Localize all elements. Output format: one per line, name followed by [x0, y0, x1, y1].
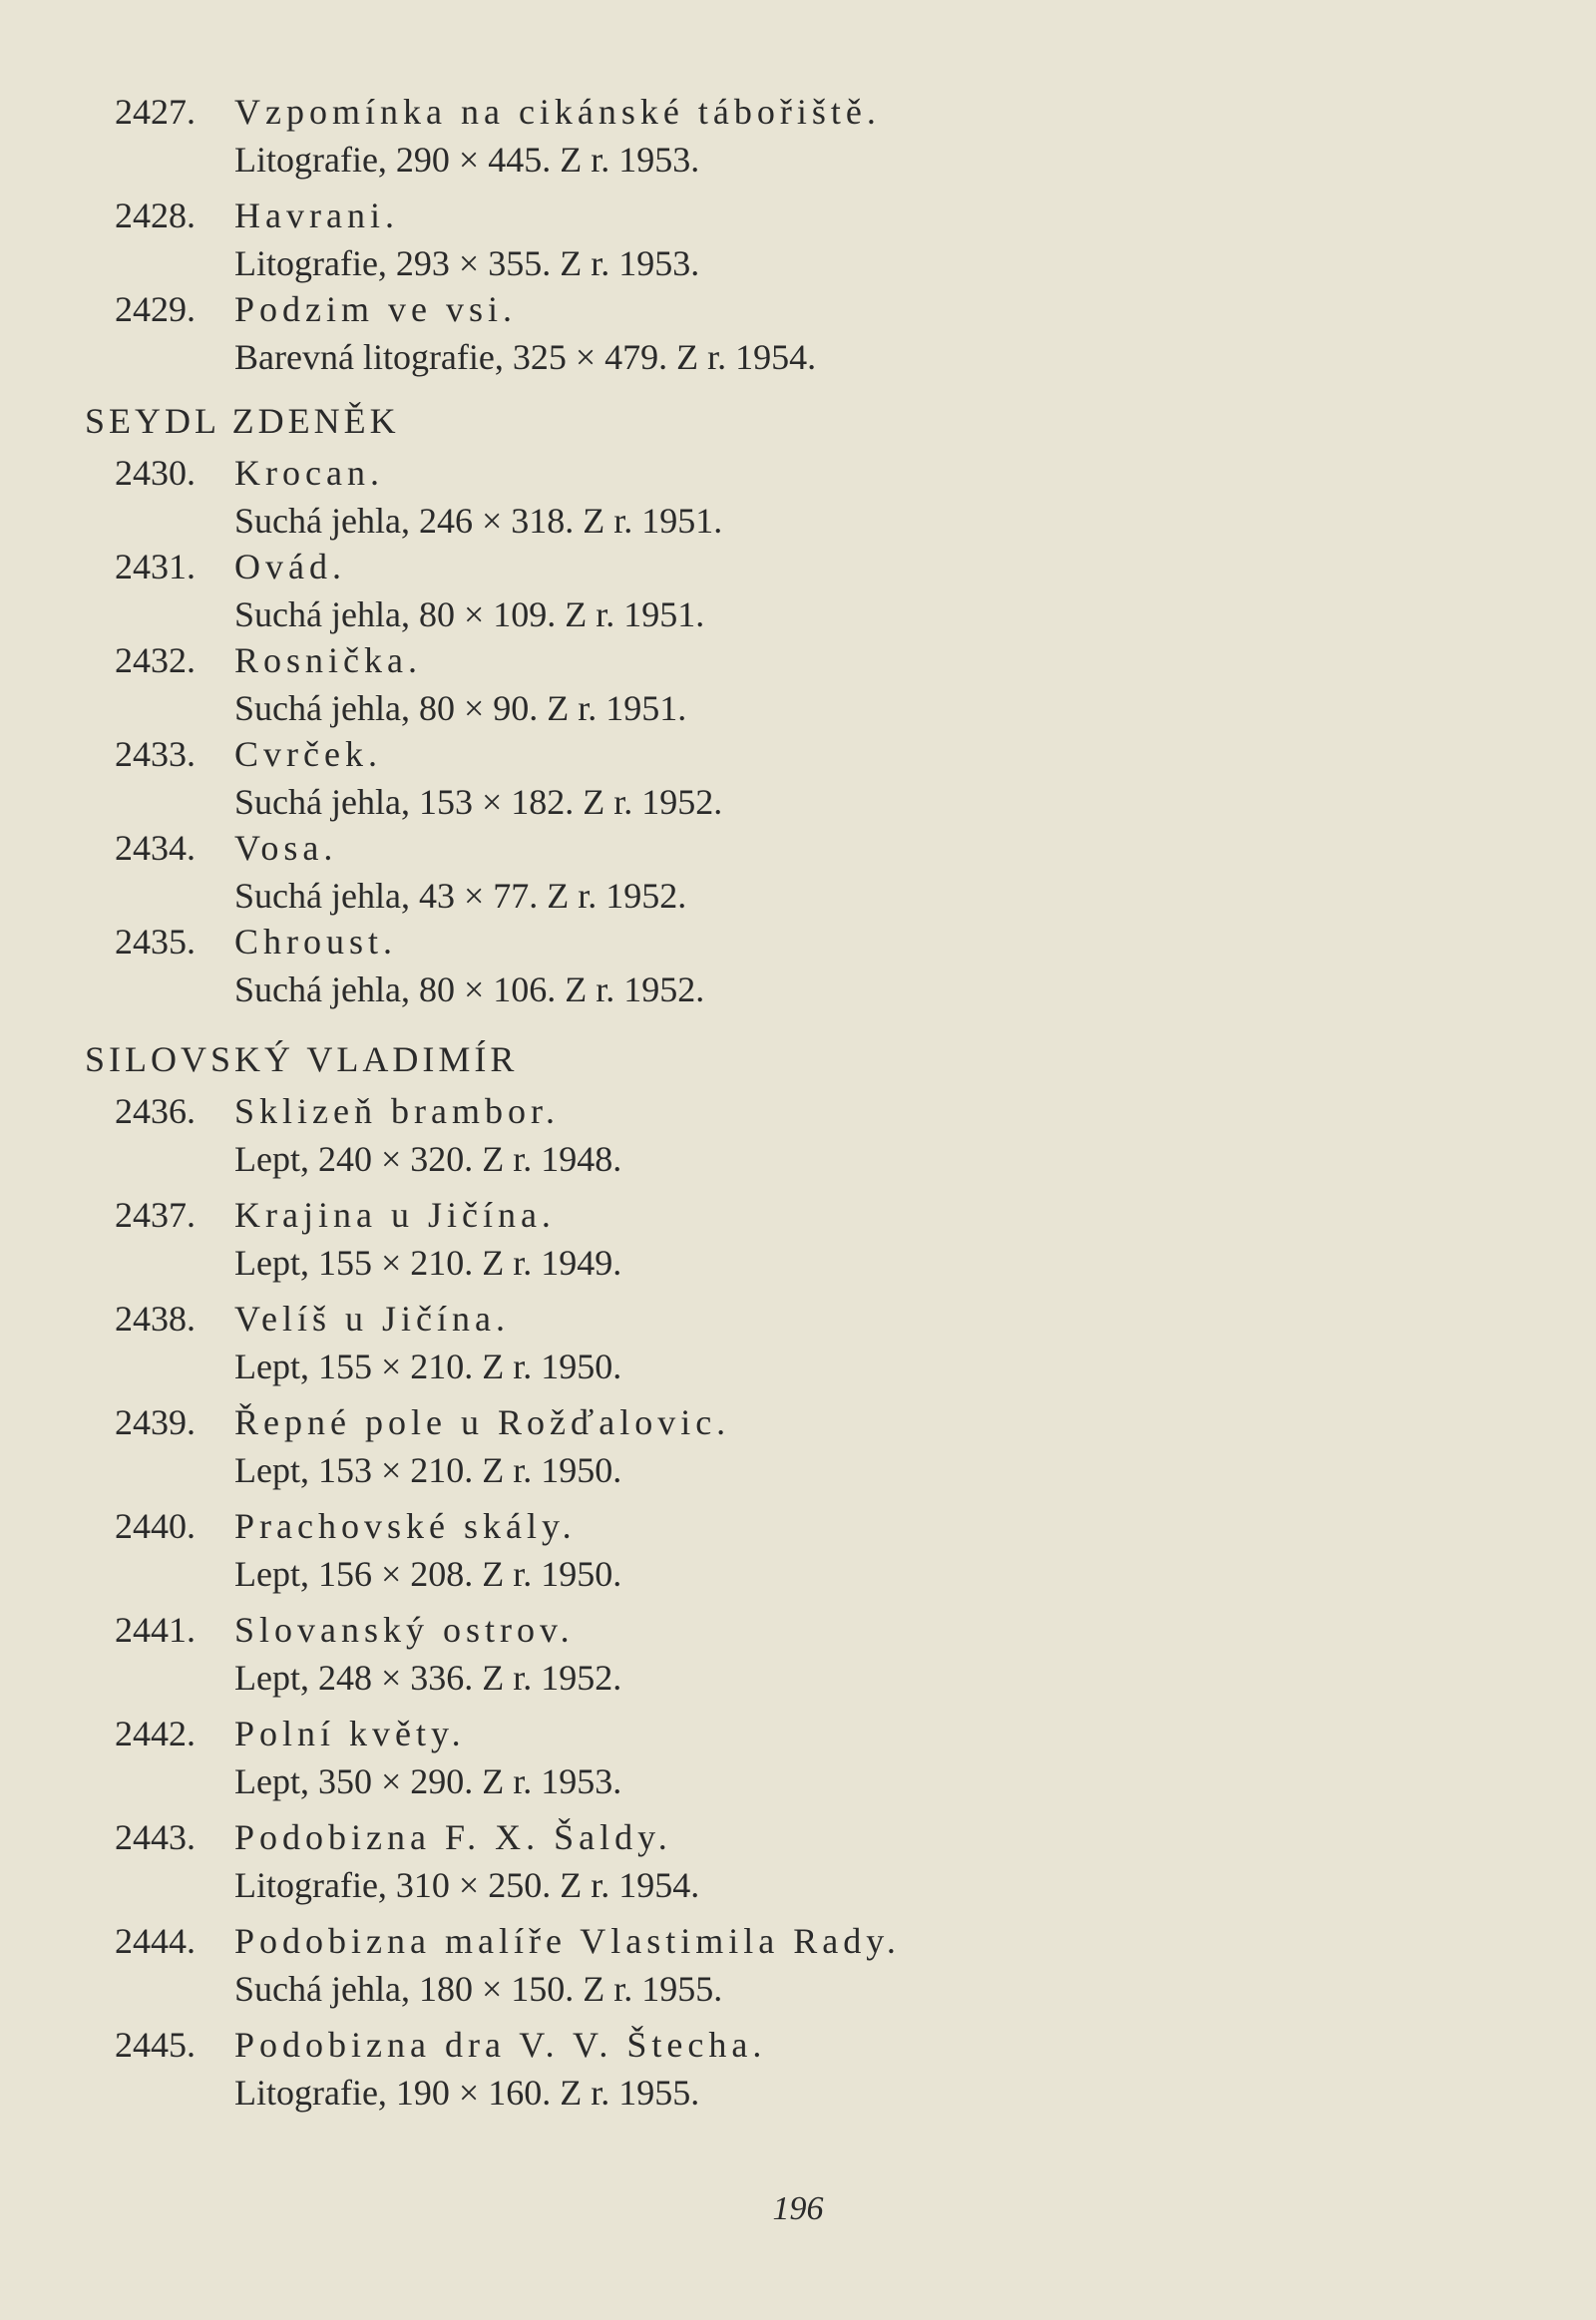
entry-description: Lept, 240 × 320. Z r. 1948. [234, 1139, 622, 1179]
artist-heading: SILOVSKÝ VLADIMÍR [85, 1039, 519, 1079]
entry-title: Ovád. [234, 547, 346, 586]
catalog-entry [0, 1710, 1596, 1813]
entry-number: 2434. [115, 828, 196, 868]
artist-heading: SEYDL ZDENĚK [85, 401, 400, 441]
catalog-entry [0, 1917, 1596, 2021]
catalog-entry [0, 1606, 1596, 1710]
entry-description: Lept, 155 × 210. Z r. 1950. [234, 1347, 622, 1386]
entry-title: Sklizeň brambor. [234, 1091, 560, 1131]
entry-description: Lept, 248 × 336. Z r. 1952. [234, 1658, 622, 1698]
entry-description: Litografie, 190 × 160. Z r. 1955. [234, 2073, 700, 2113]
entry-number: 2438. [115, 1299, 196, 1339]
catalog-entry [0, 636, 1596, 730]
entry-description: Barevná litografie, 325 × 479. Z r. 1954. [234, 337, 817, 377]
entry-description: Suchá jehla, 180 × 150. Z r. 1955. [234, 1969, 723, 2009]
entry-number: 2435. [115, 922, 196, 962]
entry-number: 2436. [115, 1091, 196, 1131]
catalog-entry [0, 449, 1596, 543]
entry-number: 2437. [115, 1195, 196, 1235]
entry-title: Podobizna dra V. V. Štecha. [234, 2025, 767, 2065]
entry-description: Suchá jehla, 153 × 182. Z r. 1952. [234, 782, 723, 822]
entry-title: Podzim ve vsi. [234, 289, 517, 329]
entry-number: 2428. [115, 195, 196, 235]
entry-description: Suchá jehla, 80 × 90. Z r. 1951. [234, 688, 687, 728]
catalog-entry [0, 824, 1596, 918]
entry-title: Krajina u Jičína. [234, 1195, 556, 1235]
entry-title: Chroust. [234, 922, 398, 962]
catalog-entry [0, 1813, 1596, 1917]
catalog-entry [0, 1295, 1596, 1398]
entry-title: Vzpomínka na cikánské tábořiště. [234, 92, 881, 132]
entry-title: Podobizna F. X. Šaldy. [234, 1817, 672, 1857]
entry-description: Litografie, 293 × 355. Z r. 1953. [234, 243, 700, 283]
entry-number: 2432. [115, 640, 196, 680]
entry-number: 2440. [115, 1506, 196, 1546]
entry-description: Suchá jehla, 80 × 109. Z r. 1951. [234, 594, 705, 634]
entry-description: Lept, 156 × 208. Z r. 1950. [234, 1554, 622, 1594]
catalog-entry [0, 1191, 1596, 1295]
catalog-entry [0, 918, 1596, 1011]
entry-number: 2444. [115, 1921, 196, 1961]
entry-title: Velíš u Jičína. [234, 1299, 510, 1339]
entry-number: 2431. [115, 547, 196, 586]
entry-number: 2442. [115, 1714, 196, 1753]
page-number: 196 [772, 2190, 824, 2227]
entry-description: Litografie, 310 × 250. Z r. 1954. [234, 1865, 700, 1905]
catalog-entry [0, 730, 1596, 824]
entry-number: 2441. [115, 1610, 196, 1650]
catalog-entry [0, 88, 1596, 192]
entry-title: Podobizna malíře Vlastimila Rady. [234, 1921, 901, 1961]
catalog-entry [0, 2021, 1596, 2125]
entry-title: Slovanský ostrov. [234, 1610, 575, 1650]
entry-number: 2430. [115, 453, 196, 493]
entry-number: 2427. [115, 92, 196, 132]
entry-number: 2429. [115, 289, 196, 329]
entry-number: 2439. [115, 1402, 196, 1442]
section-seydl [0, 449, 1596, 1011]
entry-title: Krocan. [234, 453, 384, 493]
entry-title: Cvrček. [234, 734, 382, 774]
catalog-entry [0, 1398, 1596, 1502]
catalog-entry [0, 192, 1596, 285]
catalog-entry [0, 285, 1596, 389]
entry-description: Litografie, 290 × 445. Z r. 1953. [234, 140, 700, 180]
entry-title: Řepné pole u Rožďalovic. [234, 1402, 731, 1442]
section-continued [0, 88, 1596, 389]
entry-title: Polní květy. [234, 1714, 466, 1753]
catalog-entry [0, 1502, 1596, 1606]
entry-title: Rosnička. [234, 640, 422, 680]
entry-number: 2443. [115, 1817, 196, 1857]
section-silovsky [0, 1087, 1596, 2125]
entry-description: Suchá jehla, 80 × 106. Z r. 1952. [234, 969, 705, 1009]
entry-description: Lept, 350 × 290. Z r. 1953. [234, 1761, 622, 1801]
entry-number: 2433. [115, 734, 196, 774]
catalog-entry [0, 1087, 1596, 1191]
entry-title: Havrani. [234, 195, 399, 235]
entry-description: Lept, 155 × 210. Z r. 1949. [234, 1243, 622, 1283]
entry-description: Suchá jehla, 43 × 77. Z r. 1952. [234, 876, 687, 916]
entry-title: Prachovské skály. [234, 1506, 577, 1546]
entry-description: Suchá jehla, 246 × 318. Z r. 1951. [234, 501, 723, 541]
entry-description: Lept, 153 × 210. Z r. 1950. [234, 1450, 622, 1490]
entry-title: Vosa. [234, 828, 338, 868]
catalog-entry [0, 543, 1596, 636]
entry-number: 2445. [115, 2025, 196, 2065]
